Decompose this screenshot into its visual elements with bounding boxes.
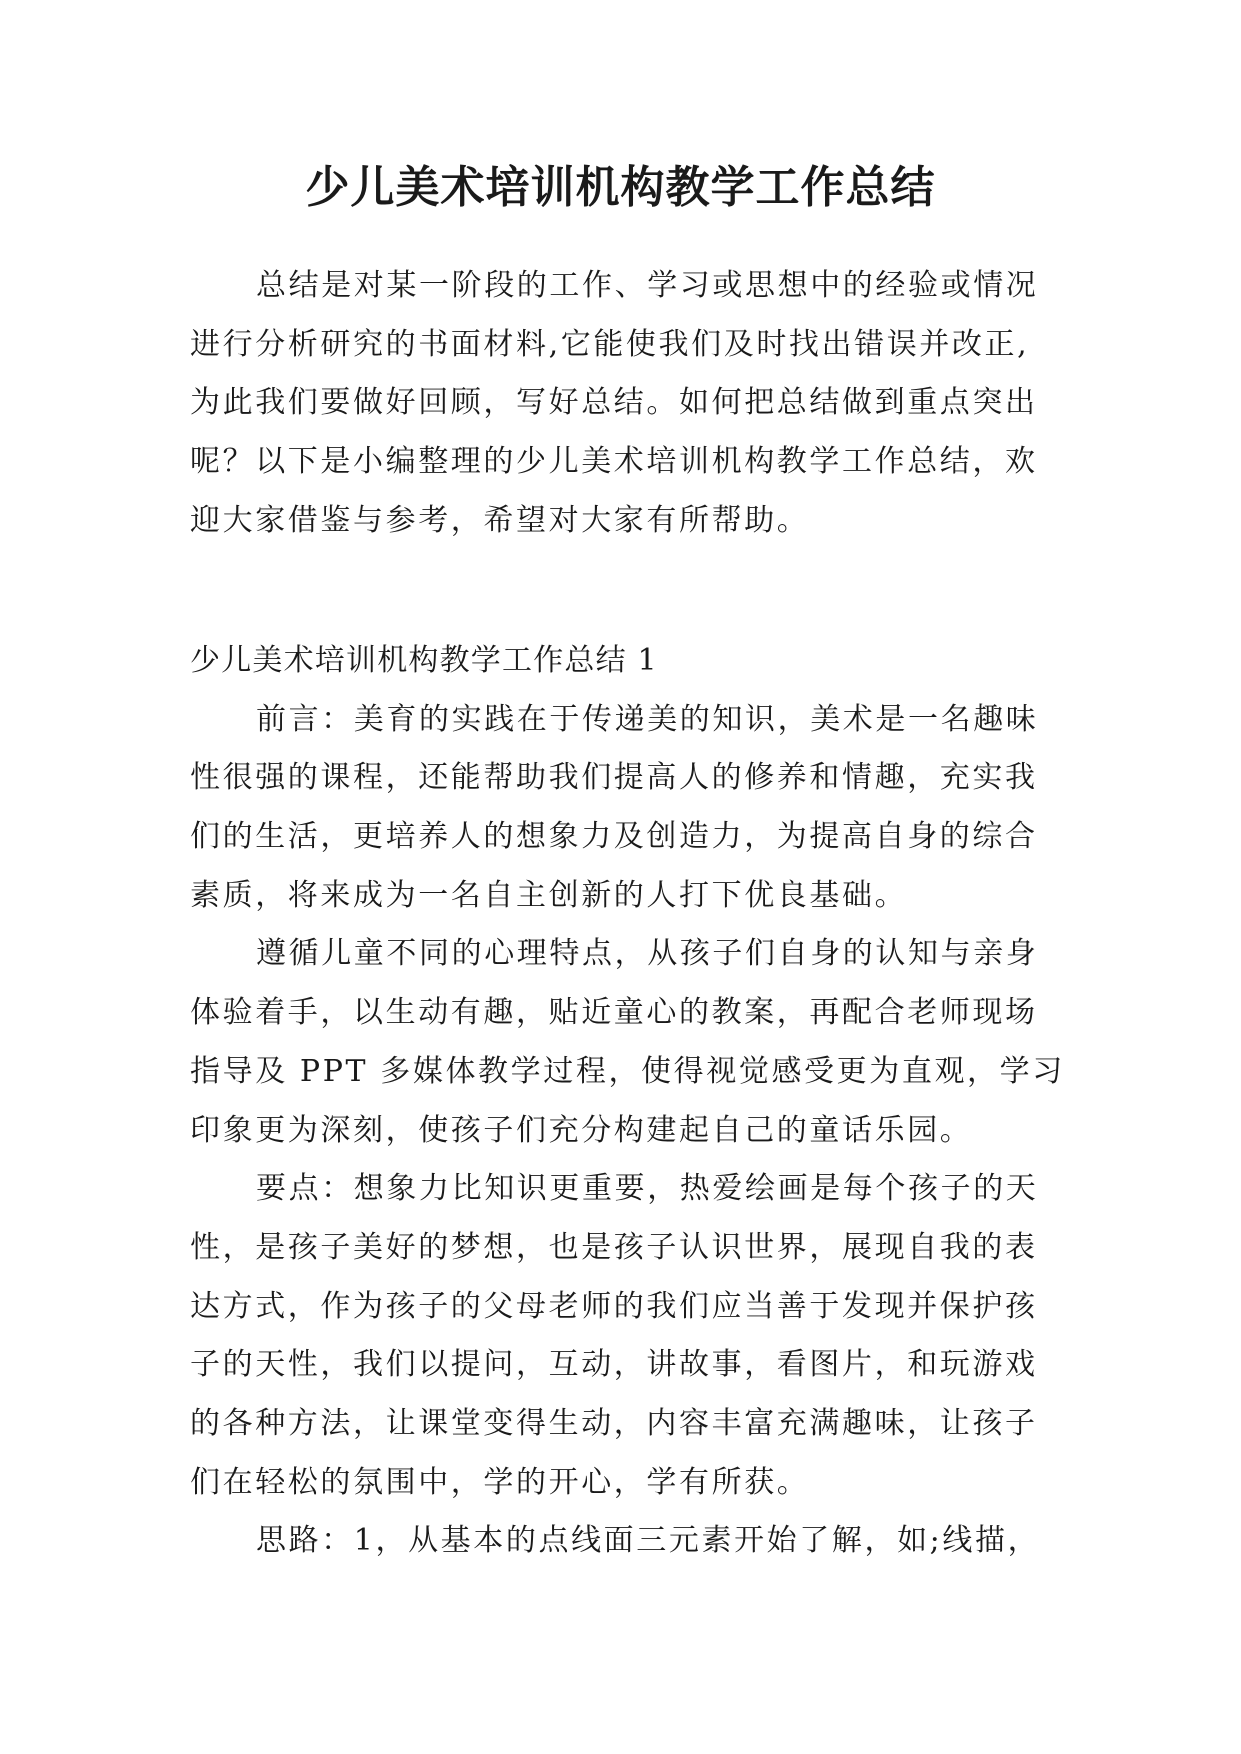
- text-line: 思路：1，从基本的点线面三元素开始了解，如;线描，: [256, 1523, 1041, 1559]
- text-line: 子的天性，我们以提问，互动，讲故事，看图片，和玩游戏: [190, 1347, 1038, 1383]
- paragraph-approach: [190, 925, 1070, 1160]
- text-line: 为此我们要做好回顾，写好总结。如何把总结做到重点突出: [190, 385, 1038, 421]
- text-line: 进行分析研究的书面材料,它能使我们及时找出错误并改正,: [190, 326, 1030, 362]
- intro-paragraph: [190, 257, 1070, 550]
- paragraph-ideas: [190, 1512, 1070, 1571]
- text-line: 性，是孩子美好的梦想，也是孩子认识世界，展现自我的表: [190, 1229, 1038, 1265]
- section-1: [190, 632, 1070, 1571]
- text-line: 达方式，作为孩子的父母老师的我们应当善于发现并保护孩: [190, 1288, 1038, 1324]
- text-line: 呢？以下是小编整理的少儿美术培训机构教学工作总结，欢: [190, 444, 1038, 480]
- text-line: 指导及 PPT 多媒体教学过程，使得视觉感受更为直观，学习: [190, 1053, 1065, 1089]
- text-line: 要点：想象力比知识更重要，热爱绘画是每个孩子的天: [256, 1171, 1039, 1207]
- paragraph-preface: [190, 691, 1070, 926]
- text-line: 们的生活，更培养人的想象力及创造力，为提高自身的综合: [190, 819, 1038, 855]
- document-title: 少儿美术培训机构教学工作总结: [305, 162, 936, 213]
- paragraph-key-points: [190, 1160, 1070, 1512]
- text-line: 迎大家借鉴与参考，希望对大家有所帮助。: [190, 502, 810, 538]
- text-line: 遵循儿童不同的心理特点，从孩子们自身的认知与亲身: [256, 936, 1039, 972]
- text-line: 们在轻松的氛围中，学的开心，学有所获。: [190, 1464, 810, 1500]
- text-line: 前言：美育的实践在于传递美的知识，美术是一名趣味: [256, 701, 1039, 737]
- text-line: 性很强的课程，还能帮助我们提高人的修养和情趣，充实我: [190, 760, 1038, 796]
- text-line: 素质，将来成为一名自主创新的人打下优良基础。: [190, 877, 908, 913]
- text-line: 的各种方法，让课堂变得生动，内容丰富充满趣味，让孩子: [190, 1405, 1038, 1441]
- section-heading: 少儿美术培训机构教学工作总结 1: [190, 643, 658, 678]
- intro-text: [190, 257, 1070, 550]
- text-line: 体验着手，以生动有趣，贴近童心的教案，再配合老师现场: [190, 995, 1038, 1031]
- text-line: 印象更为深刻，使孩子们充分构建起自己的童话乐园。: [190, 1112, 973, 1148]
- text-line: 总结是对某一阶段的工作、学习或思想中的经验或情况: [256, 268, 1039, 303]
